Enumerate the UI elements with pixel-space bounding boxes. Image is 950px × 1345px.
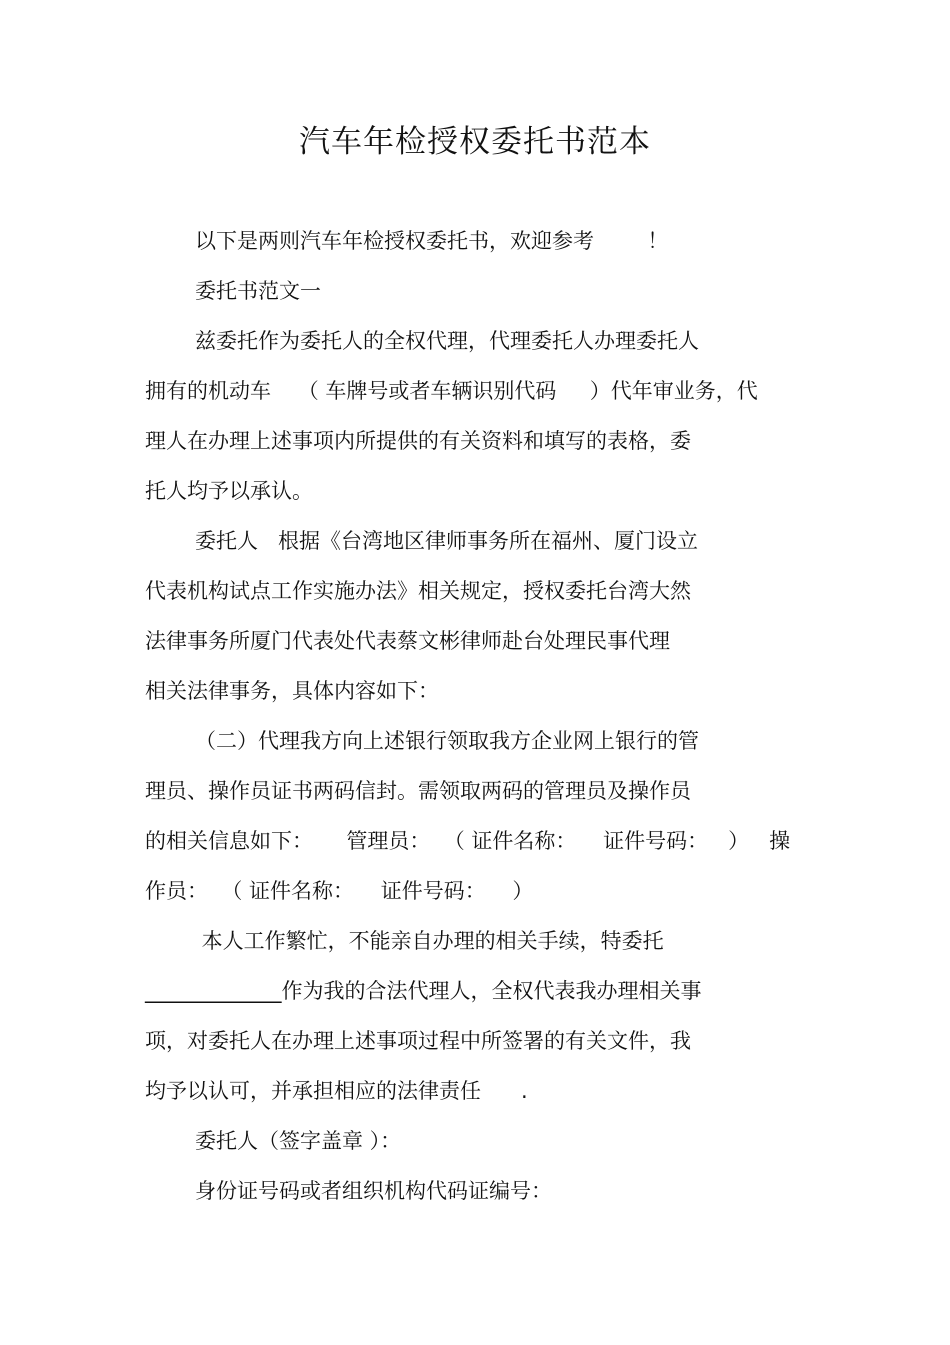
paragraph-line: 理员、操作员证书两码信封。需领取两码的管理员及操作员 (145, 779, 691, 803)
paragraph-line: 法律事务所厦门代表处代表蔡文彬律师赴台处理民事代理 (145, 629, 670, 653)
id-number-label: 身份证号码或者组织机构代码证编号： (195, 1179, 552, 1203)
paragraph-line: 理人在办理上述事项内所提供的有关资料和填写的表格，委 (145, 429, 691, 453)
paragraph-line: 相关法律事务，具体内容如下： (145, 679, 439, 703)
paragraph-line: 代表机构试点工作实施办法》相关规定，授权委托台湾大然 (145, 579, 691, 603)
paragraph-line: 委托人 根据《台湾地区律师事务所在福州、厦门设立 (195, 529, 699, 553)
document-title: 汽车年检授权委托书范本 (299, 124, 651, 160)
section-heading: 委托书范文一 (195, 279, 321, 303)
paragraph-line: 均予以认可，并承担相应的法律责任 . (145, 1079, 528, 1103)
paragraph-line: 的相关信息如下： 管理员： （ 证件名称： 证件号码： ） 操 (145, 829, 791, 853)
paragraph-line: 项，对委托人在办理上述事项过程中所签署的有关文件，我 (145, 1029, 691, 1053)
paragraph-line: 兹委托作为委托人的全权代理，代理委托人办理委托人 (195, 329, 699, 353)
paragraph-line: 拥有的机动车 （ 车牌号或者车辆识别代码 ）代年审业务，代 (145, 379, 758, 403)
paragraph-line: 作员： （ 证件名称： 证件号码： ） (145, 879, 534, 903)
intro-line: 以下是两则汽车年检授权委托书，欢迎参考 ！ (195, 229, 669, 253)
paragraph-line: _____________作为我的合法代理人，全权代表我办理相关事 (145, 979, 702, 1003)
paragraph-line: 本人工作繁忙，不能亲自办理的相关手续，特委托 (195, 929, 664, 953)
paragraph-line: （二）代理我方向上述银行领取我方企业网上银行的管 (195, 729, 699, 753)
paragraph-line: 托人均予以承认。 (145, 479, 313, 503)
signature-label: 委托人（签字盖章 ）： (195, 1129, 402, 1153)
